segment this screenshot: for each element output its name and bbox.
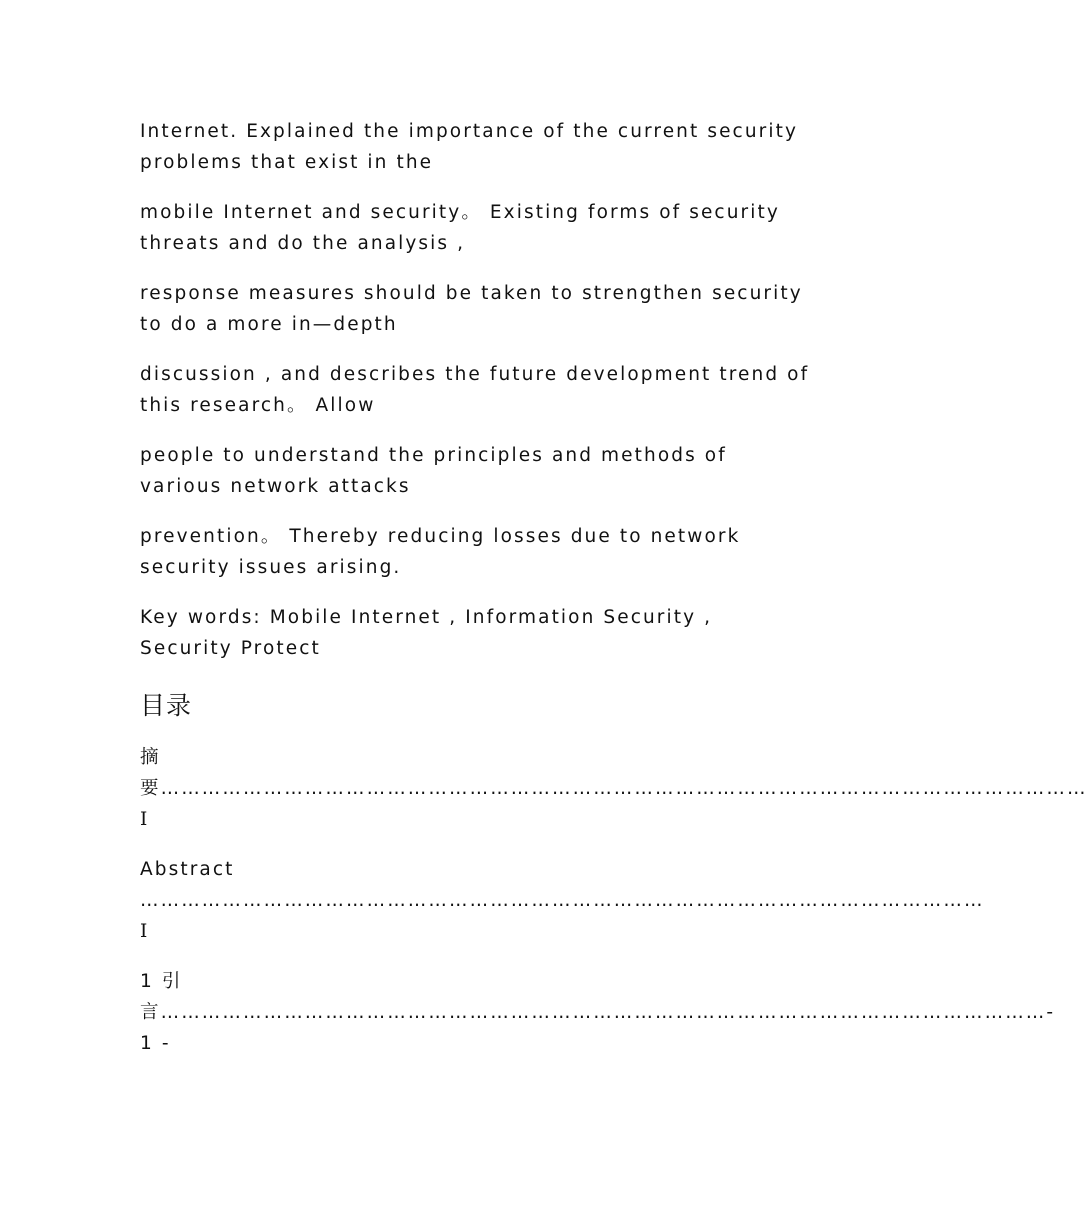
abstract-paragraph: people to understand the principles and methods of various network attacks	[140, 445, 727, 497]
abstract-paragraph: discussion , and describes the future development trend of this research。 Allow	[140, 364, 810, 416]
abstract-paragraph: prevention。 Thereby reducing losses due to network security issues arising.	[140, 526, 741, 578]
toc-entry-title: 1 引言	[140, 971, 183, 1023]
toc-entry[interactable]	[140, 742, 1088, 835]
toc-leader-dots: ………………………………………………………………………………………………………………………	[160, 778, 1088, 799]
abstract-paragraph: mobile Internet and security。 Existing forms of security threats and do the analysis ,	[140, 202, 780, 254]
abstract-paragraph: Internet. Explained the importance of the current security problems that exist in the	[140, 121, 799, 173]
toc-page-number: I	[140, 809, 148, 830]
toc-entry-title: Abstract	[140, 859, 235, 880]
toc-page-number: - 1 -	[140, 1002, 1056, 1054]
toc-leader-dots: …………………………………………………………………………………………………………………	[160, 1002, 1047, 1023]
keywords-line: Key words: Mobile Internet , Information Security , Security Protect	[140, 607, 713, 659]
page-content	[140, 116, 1088, 1078]
toc-heading: 目录	[140, 691, 193, 720]
toc-entry[interactable]	[140, 854, 985, 947]
toc-page-number: I	[140, 921, 148, 942]
toc-leader-dots: ……………………………………………………………………………………………………………	[140, 890, 985, 911]
toc-entry-title: 摘要	[140, 747, 161, 799]
toc-entry[interactable]	[140, 966, 1056, 1059]
abstract-paragraph: response measures should be taken to strengthen security to do a more in—depth	[140, 283, 803, 335]
